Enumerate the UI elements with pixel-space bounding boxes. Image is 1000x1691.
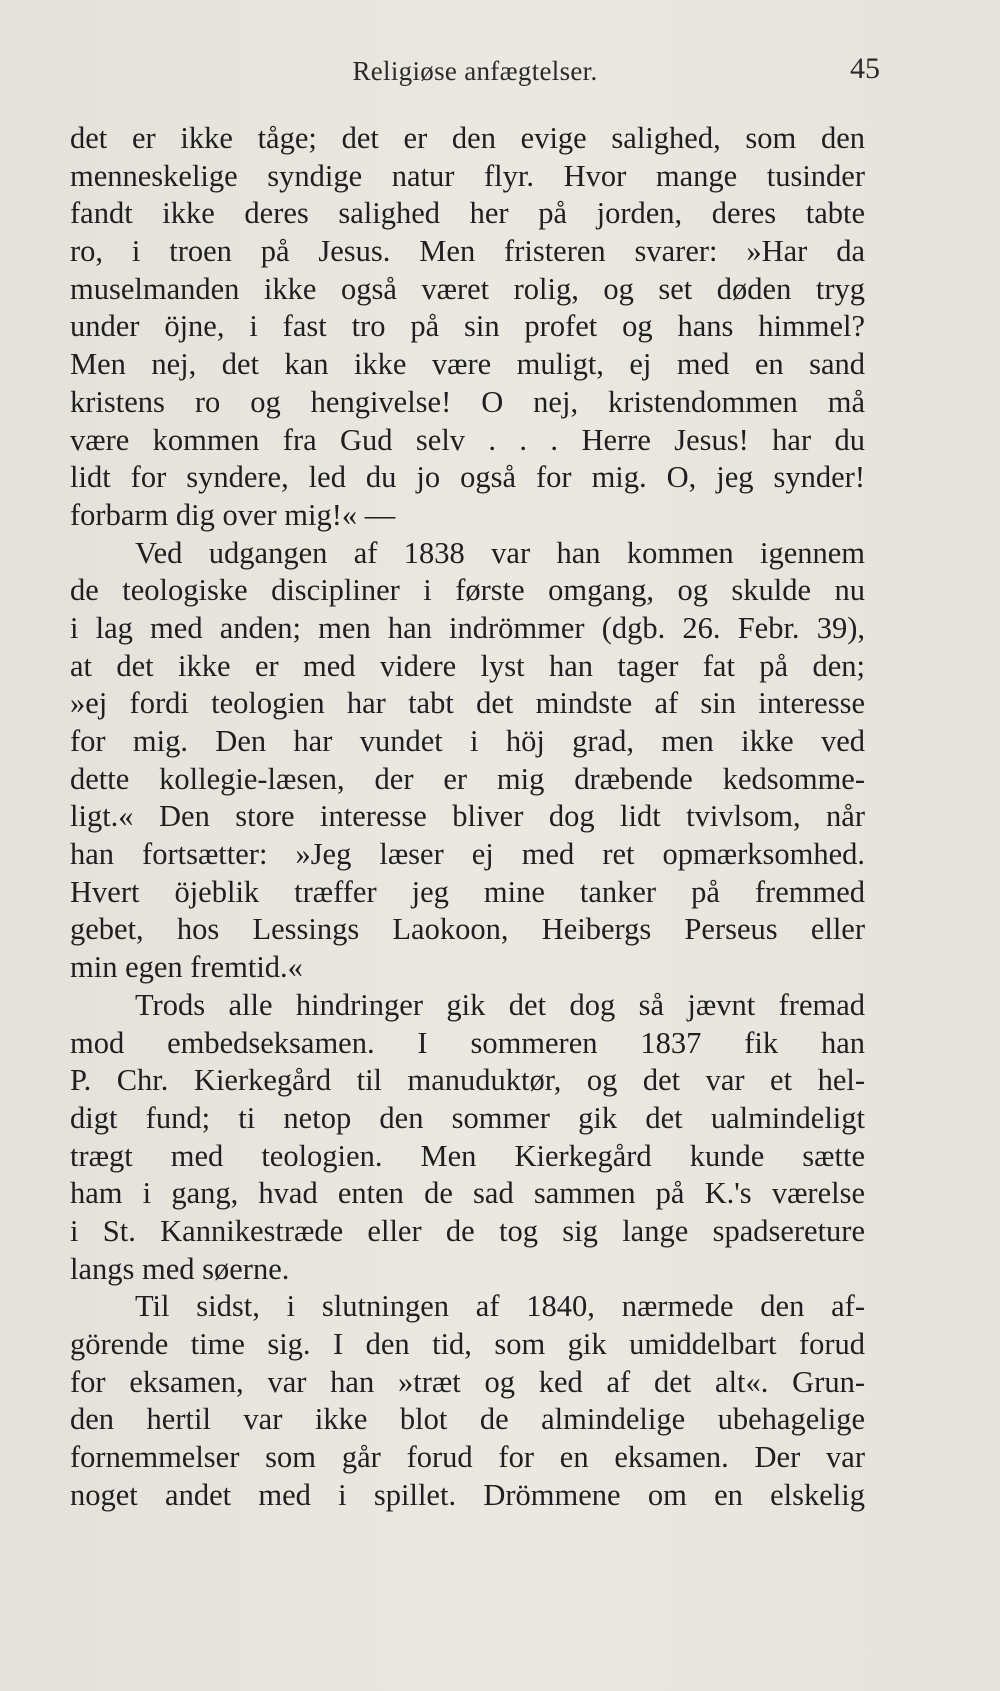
text-line: fornemmelser som går forud for en eksamen. Der var	[70, 1440, 865, 1475]
text-line: trægt med teologien. Men Kierkegård kunde sætte	[70, 1138, 865, 1173]
text-line: forbarm dig over mig!« —	[70, 497, 396, 532]
text-line: muselmanden ikke også været rolig, og set døden tryg	[70, 271, 865, 306]
text-line: under öjne, i fast tro på sin profet og hans himmel?	[70, 309, 865, 344]
text-line: fandt ikke deres salighed her på jorden, deres tabte	[70, 196, 865, 231]
text-line: langs med søerne.	[70, 1251, 290, 1286]
text-line: görende time sig. I den tid, som gik umiddelbart forud	[70, 1327, 865, 1361]
text-line: P. Chr. Kierkegård til manuduktør, og det var et hel-	[70, 1063, 865, 1098]
text-line: den hertil var ikke blot de almindelige ubehagelige	[70, 1402, 865, 1437]
text-line: ro, i troen på Jesus. Men fristeren svarer: »Har da	[70, 234, 865, 269]
text-line: menneskelige syndige natur flyr. Hvor mange tusinder	[70, 158, 865, 193]
page-header	[70, 50, 880, 90]
text-line: han fortsætter: »Jeg læser ej med ret opmærksomhed.	[70, 837, 865, 872]
paragraph-first-line: Ved udgangen af 1838 var han kommen igennem	[135, 535, 865, 570]
text-line: kristens ro og hengivelse! O nej, kristendommen må	[70, 384, 865, 419]
text-line: Men nej, det kan ikke være muligt, ej med en sand	[70, 347, 865, 382]
text-line: digt fund; ti netop den sommer gik det ualmindeligt	[70, 1100, 865, 1135]
text-line: i St. Kannikestræde eller de tog sig lange spadsereture	[70, 1213, 865, 1248]
text-line: i lag med anden; men han indrömmer (dgb. 26. Febr. 39),	[70, 610, 865, 645]
text-line: de teologiske discipliner i første omgang, og skulde nu	[70, 573, 865, 608]
body-text	[70, 120, 865, 1514]
text-line: Hvert öjeblik træffer jeg mine tanker på fremmed	[70, 874, 865, 909]
text-line: for eksamen, var han »træt og ked af det alt«. Grun-	[70, 1364, 865, 1399]
text-line: gebet, hos Lessings Laokoon, Heibergs Perseus eller	[70, 912, 865, 947]
text-line: mod embedseksamen. I sommeren 1837 fik han	[70, 1025, 865, 1060]
text-line: lidt for syndere, led du jo også for mig. O, jeg synder!	[70, 460, 865, 495]
text-line: ligt.« Den store interesse bliver dog lidt tvivlsom, når	[70, 799, 865, 834]
paragraph-first-line: Trods alle hindringer gik det dog så jævnt fremad	[135, 987, 865, 1022]
text-line: »ej fordi teologien har tabt det mindste af sin interesse	[70, 686, 865, 721]
text-line: dette kollegie-læsen, der er mig dræbende kedsomme-	[70, 761, 865, 796]
text-line: ham i gang, hvad enten de sad sammen på K.'s værelse	[70, 1176, 865, 1211]
text-line: det er ikke tåge; det er den evige salighed, som den	[70, 121, 865, 155]
page-number: 45	[850, 52, 880, 85]
text-line: være kommen fra Gud selv . . . Herre Jesus! har du	[70, 422, 865, 457]
text-line: min egen fremtid.«	[70, 950, 303, 985]
running-title: Religiøse anfægtelser.	[352, 56, 598, 86]
paragraph-first-line: Til sidst, i slutningen af 1840, nærmede den af-	[135, 1289, 865, 1324]
text-line: noget andet med i spillet. Drömmene om en elskelig	[70, 1477, 865, 1512]
text-line: for mig. Den har vundet i höj grad, men ikke ved	[70, 724, 865, 758]
text-line: at det ikke er med videre lyst han tager fat på den;	[70, 648, 865, 683]
